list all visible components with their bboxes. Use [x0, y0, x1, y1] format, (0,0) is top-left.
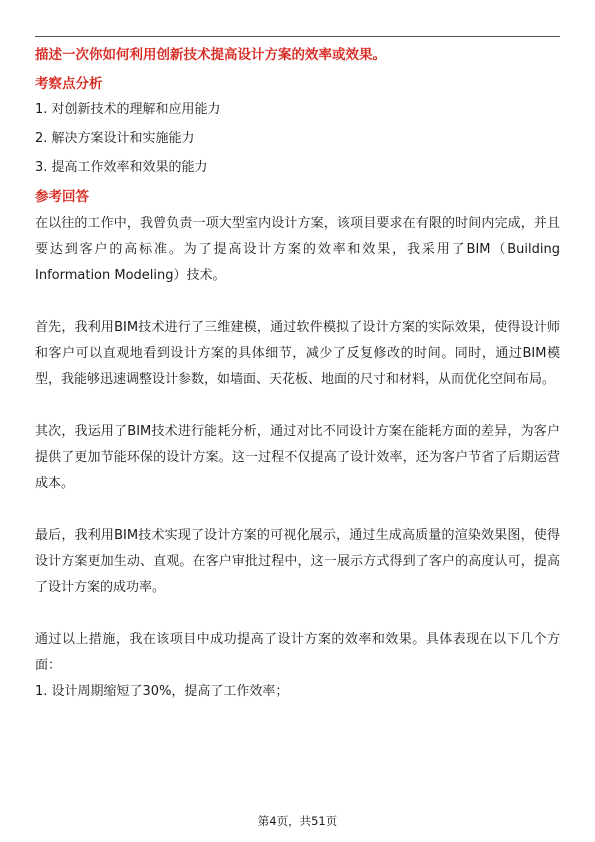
answer-paragraph: 首先，我利用BIM技术进行了三维建模，通过软件模拟了设计方案的实际效果，使得设计师和客户可以直观地看到设计方案的具体细节，减少了反复修改的时间。同时，通过BIM模型，我能够迅速调整设计参数，如墙面、天花板、地面的尺寸和材料，从而优化空间布局。 [35, 320, 560, 387]
analysis-heading: 考察点分析 [35, 76, 103, 92]
analysis-point: 3. 提高工作效率和效果的能力 [35, 160, 208, 175]
answer-paragraph: 其次，我运用了BIM技术进行能耗分析，通过对比不同设计方案在能耗方面的差异，为客户提供了更加节能环保的设计方案。这一过程不仅提高了设计效率，还为客户节省了后期运营成本。 [35, 424, 560, 491]
answer-paragraph: 通过以上措施，我在该项目中成功提高了设计方案的效率和效果。具体表现在以下几个方面： [35, 632, 560, 673]
answer-paragraph: 最后，我利用BIM技术实现了设计方案的可视化展示，通过生成高质量的渲染效果图，使得设计方案更加生动、直观。在客户审批过程中，这一展示方式得到了客户的高度认可，提高了设计方案的成功率。 [35, 528, 560, 595]
page-number: 第4页，共51页 [257, 814, 338, 828]
answer-list-item: 1. 设计周期缩短了30%，提高了工作效率； [35, 684, 289, 699]
analysis-point: 1. 对创新技术的理解和应用能力 [35, 102, 221, 117]
analysis-point: 2. 解决方案设计和实施能力 [35, 131, 195, 146]
answer-paragraph: 在以往的工作中，我曾负责一项大型室内设计方案，该项目要求在有限的时间内完成，并且要达到客户的高标准。为了提高设计方案的效率和效果，我采用了BIM（Building Information Modeling）技术。 [35, 216, 560, 283]
question-title: 描述一次你如何利用创新技术提高设计方案的效率或效果。 [35, 47, 386, 63]
answer-heading: 参考回答 [35, 189, 89, 205]
page-content [35, 45, 560, 705]
top-divider [35, 36, 560, 37]
